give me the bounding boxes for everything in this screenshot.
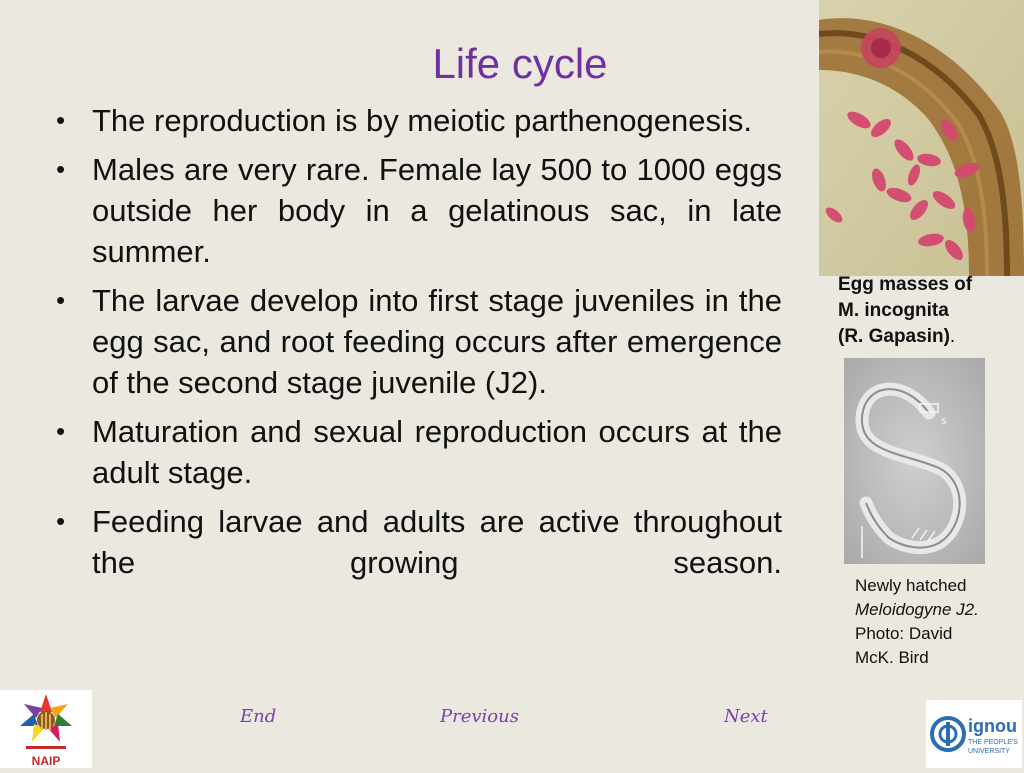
caption-line: Newly hatched [855, 576, 967, 595]
previous-link[interactable]: Previous [440, 706, 519, 727]
caption-line: Photo: David [855, 624, 953, 643]
nematode-stylet-label: s [941, 414, 947, 427]
ignou-logo [926, 700, 1022, 768]
juvenile-caption [855, 574, 1024, 670]
ignou-tagline-2: UNIVERSITY [968, 748, 1011, 755]
caption-line [855, 598, 1024, 622]
caption-species: Meloidogyne J2. [855, 600, 979, 619]
naip-logo [0, 690, 92, 768]
caption-line: McK. Bird [855, 648, 929, 667]
egg-mass-photo [819, 0, 1024, 276]
bullet-item: • Maturation and sexual reproduction occurs at the adult stage. [48, 411, 782, 493]
next-link[interactable]: Next [724, 706, 768, 727]
nematode-photo [844, 358, 985, 564]
slide-title: Life cycle [432, 40, 608, 87]
caption-dot: . [949, 326, 956, 347]
naip-logo-text: NAIP [31, 754, 61, 768]
ignou-tagline-1: THE PEOPLE'S [968, 739, 1018, 746]
caption-credit: (R. Gapasin) [838, 326, 950, 347]
egg-mass-caption [838, 272, 1024, 350]
caption-line [838, 324, 1024, 350]
bullet-list [48, 100, 782, 591]
bullet-item: • The larvae develop into first stage juveniles in the egg sac, and root feeding occurs after emergence of the second stage juvenile (J2). [48, 280, 782, 403]
bullet-item: • Feeding larvae and adults are active throughout the growing season. [48, 501, 782, 583]
caption-line: Egg masses of [838, 274, 973, 295]
caption-line: M. incognita [838, 300, 949, 321]
end-link[interactable]: End [240, 706, 277, 727]
ignou-brand-text: ignou [968, 716, 1017, 736]
bullet-item: • Males are very rare. Female lay 500 to 1000 eggs outside her body in a gelatinous sac, in late summer. [48, 149, 782, 272]
bullet-item: • The reproduction is by meiotic parthenogenesis. [48, 100, 782, 141]
